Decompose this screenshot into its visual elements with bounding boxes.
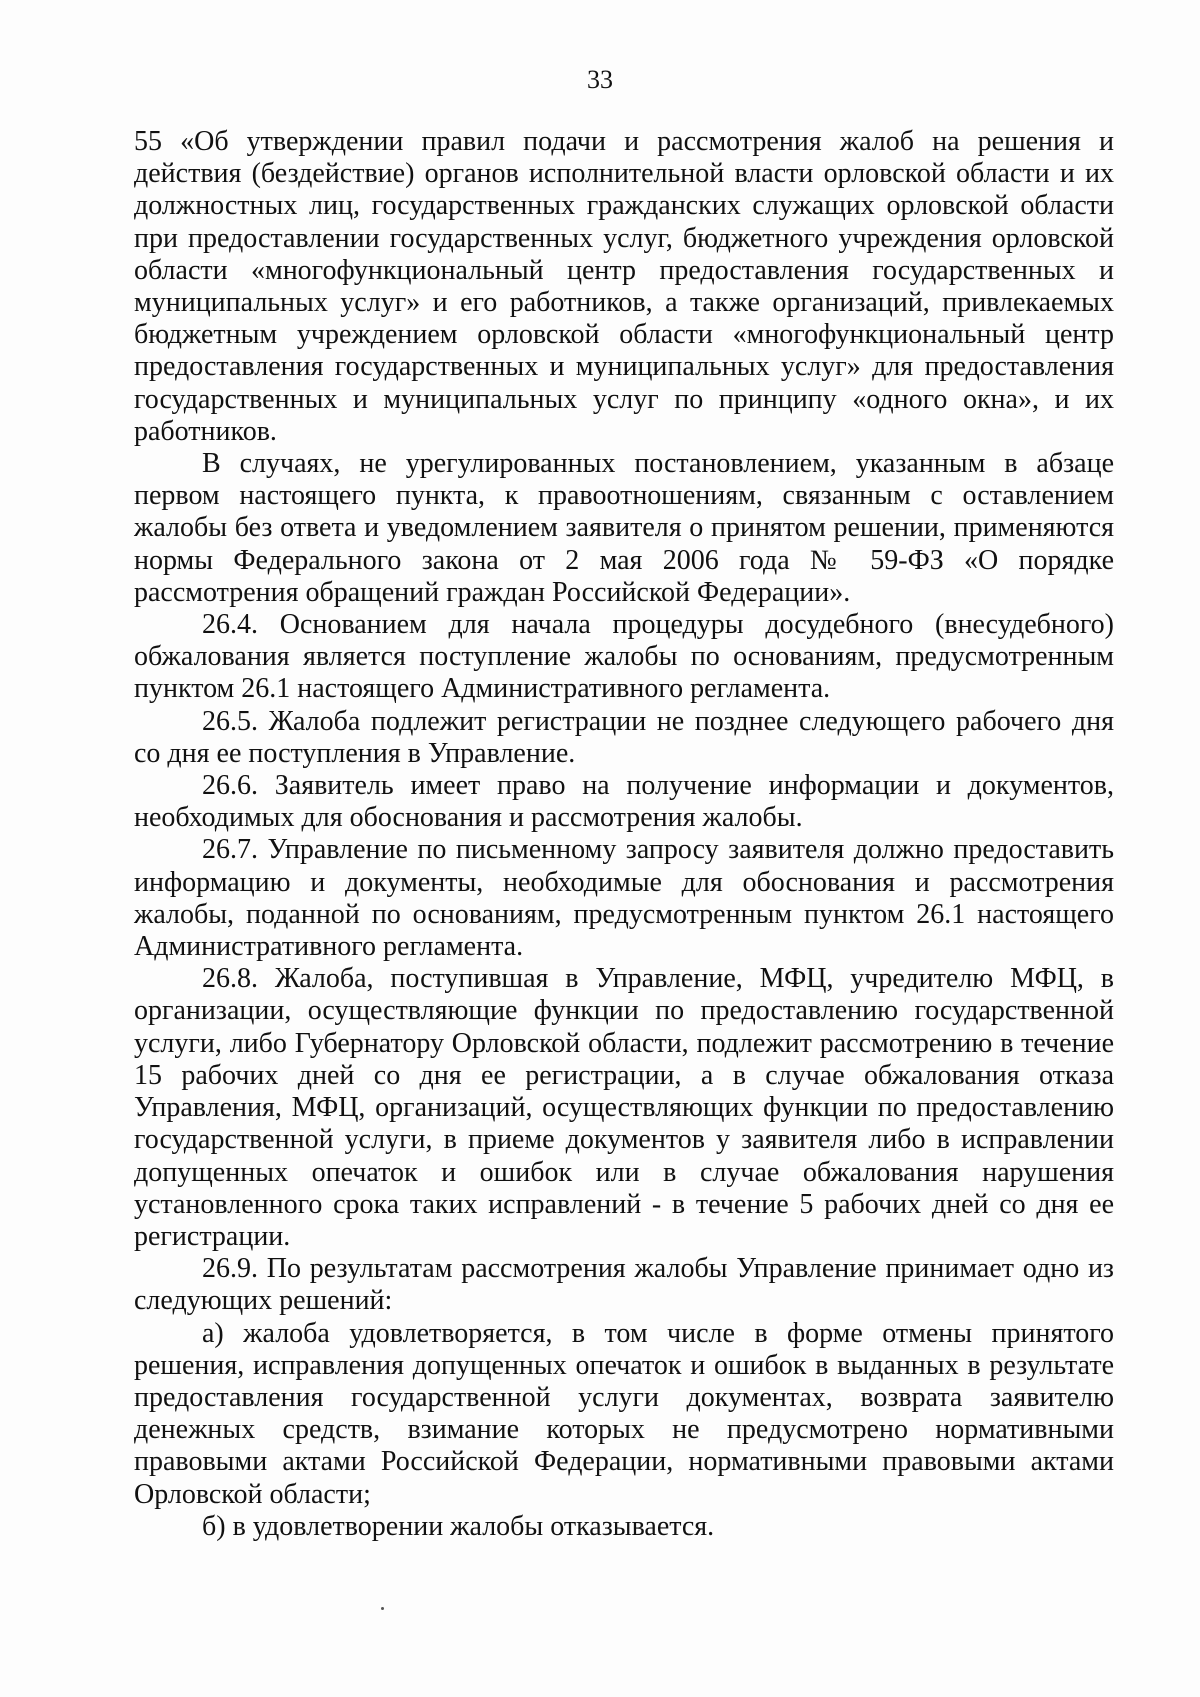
paragraph-26-6: 26.6. Заявитель имеет право на получение информации и документов, необходимых для обоснования и рассмотрения жалобы.	[134, 770, 1114, 834]
paragraph-26-7: 26.7. Управление по письменному запросу заявителя должно предоставить информацию и документы, необходимые для обоснования и рассмотрения жалобы, поданной по основаниям, предусмотренным пунктом 26.1 настоящего Административного регламента.	[134, 834, 1114, 963]
page-number: 33	[587, 65, 613, 94]
paragraph-26-5: 26.5. Жалоба подлежит регистрации не позднее следующего рабочего дня со дня ее поступления в Управление.	[134, 705, 1114, 769]
paragraph-26-9: 26.9. По результатам рассмотрения жалобы Управление принимает одно из следующих решений:	[134, 1253, 1114, 1317]
paragraph-unregulated-cases: В случаях, не урегулированных постановлением, указанным в абзаце первом настоящего пункта, к правоотношениям, связанным с оставлением жалобы без ответа и уведомлением заявителя о принятом решении, применяются нормы Федерального закона от 2 мая 2006 года № 59-ФЗ «О порядке рассмотрения обращений граждан Российской Федерации».	[134, 448, 1114, 608]
list-item-b: б) в удовлетворении жалобы отказывается.	[202, 1510, 715, 1542]
paragraph-26-8: 26.8. Жалоба, поступившая в Управление, МФЦ, учредителю МФЦ, в организации, осуществляющие функции по предоставлению государственной услуги, либо Губернатору Орловской области, подлежит рассмотрению в течение 15 рабочих дней со дня ее регистрации, а в случае обжалования отказа Управления, МФЦ, организаций, осуществляющих функции по предоставлению государственной услуги, в приеме документов у заявителя либо в исправлении допущенных опечаток и ошибок или в случае обжалования нарушения установленного срока таких исправлений - в течение 5 рабочих дней со дня ее регистрации.	[134, 963, 1114, 1252]
scan-speck	[381, 1607, 384, 1610]
paragraph-continuation: 55 «Об утверждении правил подачи и рассмотрения жалоб на решения и действия (бездействие) органов исполнительной власти орловской области и их должностных лиц, государственных гражданских служащих орловской области при предоставлении государственных услуг, бюджетного учреждения орловской области «многофункциональный центр предоставления государственных и муниципальных услуг» и его работников, а также организаций, привлекаемых бюджетным учреждением орловской области «многофункциональный центр предоставления государственных и муниципальных услуг» для предоставления государственных и муниципальных услуг по принципу «одного окна», и их работников.	[134, 126, 1114, 447]
document-body	[134, 126, 1114, 1543]
paragraph-26-4: 26.4. Основанием для начала процедуры досудебного (внесудебного) обжалования является поступление жалобы по основаниям, предусмотренным пунктом 26.1 настоящего Административного регламента.	[134, 609, 1114, 705]
list-item-a: а) жалоба удовлетворяется, в том числе в форме отмены принятого решения, исправления допущенных опечаток и ошибок в выданных в результате предоставления государственной услуги документах, возврата заявителю денежных средств, взимание которых не предусмотрено нормативными правовыми актами Российской Федерации, нормативными правовыми актами Орловской области;	[134, 1317, 1114, 1510]
